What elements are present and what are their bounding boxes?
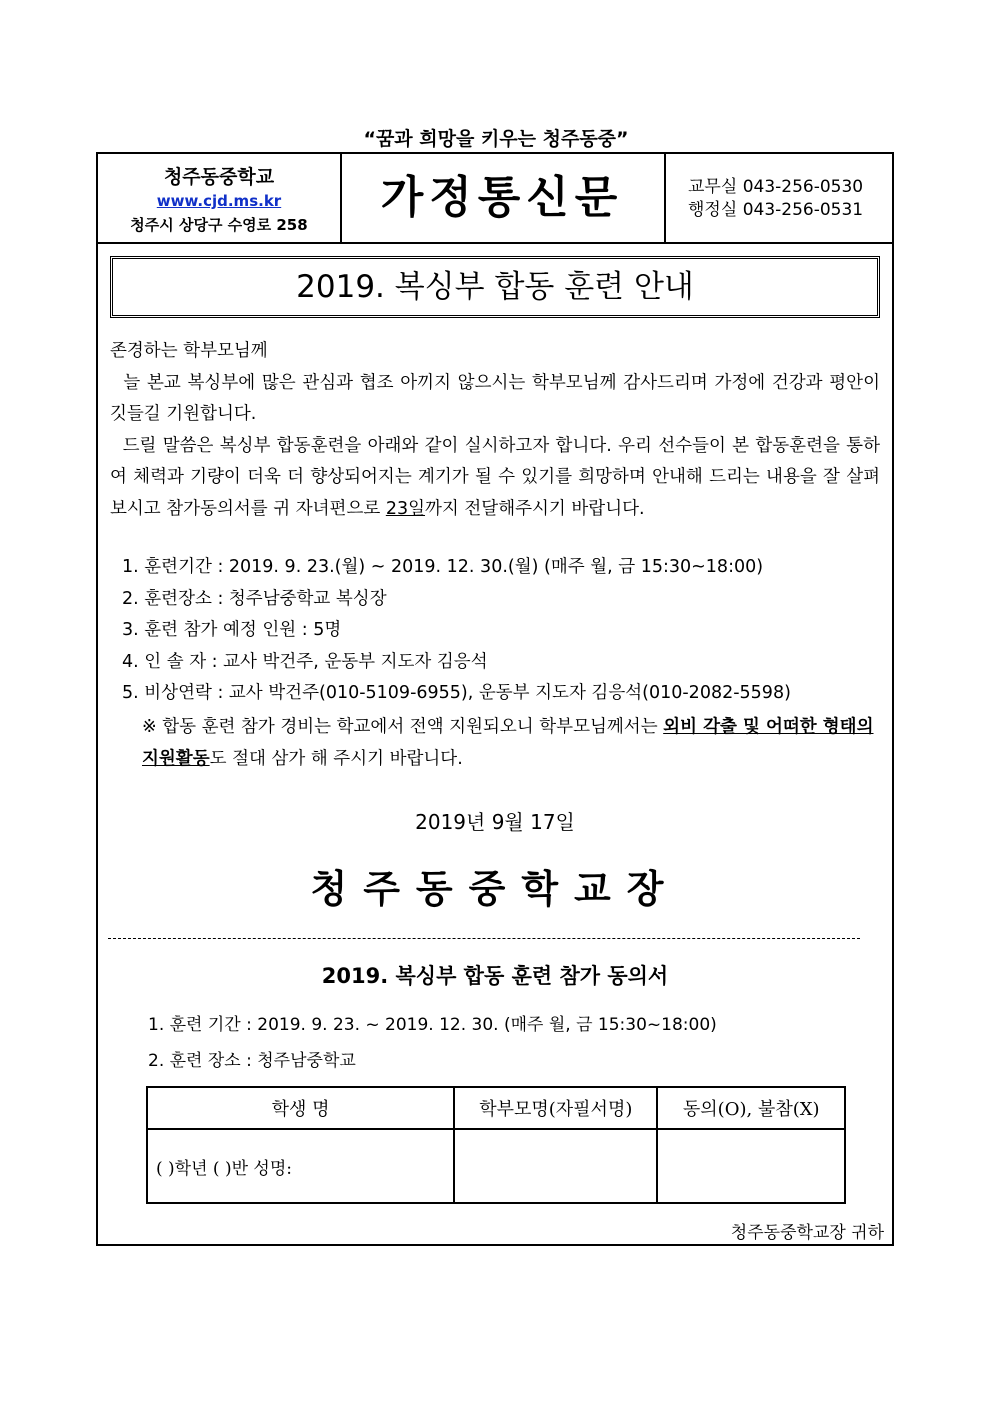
paragraph-2	[110, 431, 880, 526]
table-row	[147, 1129, 845, 1203]
list-item: 4. 인 솔 자 : 교사 박건주, 운동부 지도자 김응석	[122, 651, 488, 672]
list-item: 1. 훈련기간 : 2019. 9. 23.(월) ~ 2019. 12. 30.(월) (매주 월, 금 15:30~18:00)	[122, 557, 764, 577]
consent-title: 2019. 복싱부 합동 훈련 참가 동의서	[321, 964, 669, 988]
consent-location: 2. 훈련 장소 : 청주남중학교	[148, 1051, 356, 1071]
contact-phone: 043-256-0530	[742, 177, 864, 197]
newsletter-frame	[96, 152, 894, 1246]
details-list	[122, 552, 882, 710]
contact-info	[688, 176, 863, 222]
expense-note	[142, 712, 882, 775]
table-header-row	[147, 1087, 845, 1129]
newsletter-title: 가정통신문	[380, 172, 624, 223]
school-name: 청주동중학교	[163, 166, 275, 188]
agreement-cell[interactable]	[657, 1129, 845, 1203]
contact-line	[688, 176, 863, 199]
contact-line	[688, 199, 863, 222]
school-website-link[interactable]: www.cjd.ms.kr	[156, 192, 282, 210]
paragraph-2-after: 까지 전달해주시기 바랍니다.	[425, 498, 645, 519]
student-name-cell[interactable]: ( )학년 ( )반 성명:	[147, 1129, 454, 1203]
parent-signature-cell[interactable]	[454, 1129, 657, 1203]
slogan: “꿈과 희망을 키우는 청주동중”	[363, 128, 629, 150]
paragraph-1	[110, 368, 880, 431]
note-before: ※ 합동 훈련 참가 경비는 학교에서 전액 지원되오니 학부모님께서는	[142, 717, 664, 737]
letter-body	[110, 336, 880, 525]
column-header: 학생 명	[147, 1087, 454, 1129]
note-after: 도 절대 삼가 해 주시기 바랍니다.	[209, 748, 463, 769]
contact-label: 행정실	[688, 200, 738, 220]
list-item: 2. 훈련장소 : 청주남중학교 복싱장	[122, 588, 387, 609]
cut-line-divider	[108, 938, 860, 939]
paragraph-1-text: 늘 본교 복싱부에 많은 관심과 협조 아끼지 않으시는 학부모님께 감사드리며 가정에 건강과 평안이 깃들길 기원합니다.	[110, 372, 880, 424]
consent-period: 1. 훈련 기간 : 2019. 9. 23. ~ 2019. 12. 30. (매주 월, 금 15:30~18:00)	[148, 1015, 717, 1035]
newsletter-title-box	[340, 154, 666, 242]
paragraph-2-before: 드릴 말씀은 복싱부 합동훈련을 아래와 같이 실시하고자 합니다. 우리 선수들이 본 합동훈련을 통하여 체력과 기량이 더욱 더 향상되어지는 계기가 될 수 있기를 희망하며 안내해 드리는 내용을 잘 살펴보시고 참가동의서를 귀 자녀편으로	[110, 435, 880, 519]
list-item: 3. 훈련 참가 예정 인원 : 5명	[122, 620, 342, 640]
contact-label: 교무실	[688, 177, 738, 197]
consent-form-table	[146, 1086, 846, 1204]
addressee: 청주동중학교장 귀하	[730, 1223, 884, 1243]
issue-date: 2019년 9월 17일	[415, 810, 575, 834]
contact-phone: 043-256-0531	[742, 200, 864, 220]
column-header: 학부모명(자필서명)	[454, 1087, 657, 1129]
header-row	[98, 154, 892, 244]
deadline-date: 23일	[385, 498, 426, 519]
column-header: 동의(O), 불참(X)	[657, 1087, 845, 1129]
note-emphasis: 외비 각출 및 어떠한 형태의 지원활동	[142, 717, 874, 769]
school-info	[98, 154, 342, 242]
principal-signature: 청주동중학교장	[310, 867, 680, 911]
greeting: 존경하는 학부모님께	[110, 341, 268, 361]
school-address: 청주시 상당구 수영로 258	[130, 216, 308, 234]
list-item: 5. 비상연락 : 교사 박건주(010-5109-6955), 운동부 지도자 김응석(010-2082-5598)	[122, 683, 791, 703]
notice-title: 2019. 복싱부 합동 훈련 안내	[110, 256, 880, 318]
